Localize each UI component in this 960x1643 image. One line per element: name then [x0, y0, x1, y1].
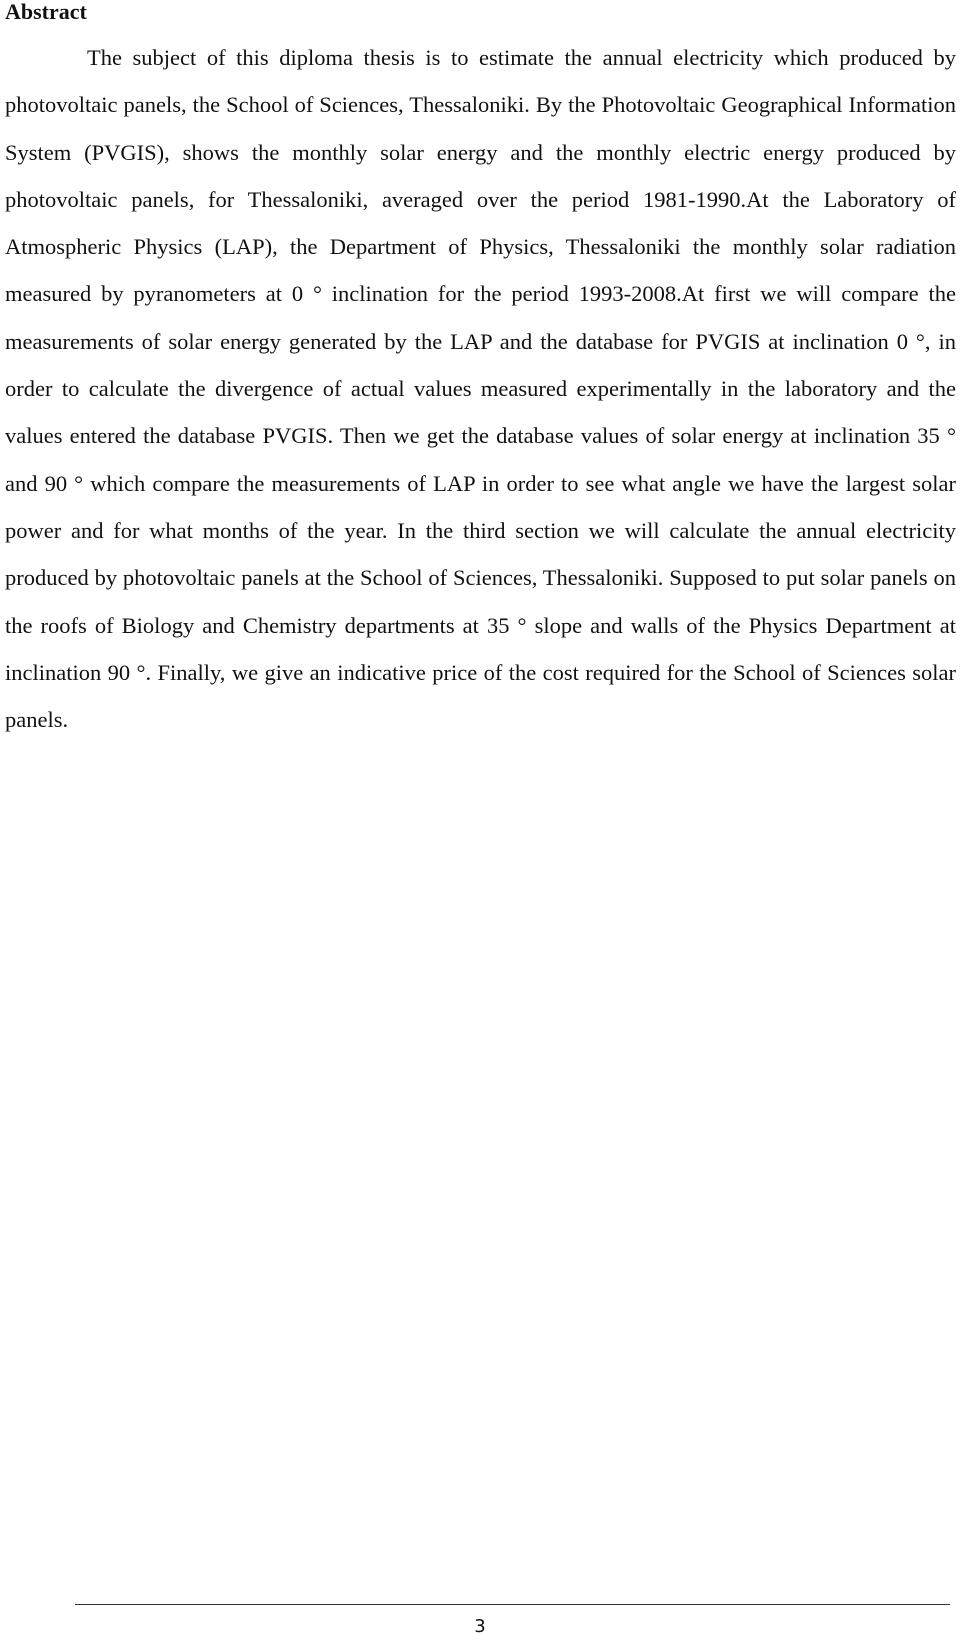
footer-divider	[75, 1604, 950, 1605]
abstract-heading: Abstract	[5, 0, 87, 24]
page-number: 3	[474, 1616, 486, 1637]
abstract-paragraph: The subject of this diploma thesis is to estimate the annual electricity which produced by photovoltaic panels, the School of Sciences, Thessaloniki. By the Photovoltaic Geographical Information System (PVGIS), shows the monthly solar energy and the monthly electric energy produced by photovoltaic panels, for Thessaloniki, averaged over the period 1981-1990.At the Laboratory of Atmospheric Physics (LAP), the Department of Physics, Thessaloniki the monthly solar radiation measured by pyranometers at 0 ° inclination for the period 1993-2008.At first we will compare the measurements of solar energy generated by the LAP and the database for PVGIS at inclination 0 °, in order to calculate the divergence of actual values measured experimentally in the laboratory and the values entered the database PVGIS. Then we get the database values of solar energy at inclination 35 ° and 90 ° which compare the measurements of LAP in order to see what angle we have the largest solar power and for what months of the year. In the third section we will calculate the annual electricity produced by photovoltaic panels at the School of Sciences, Thessaloniki. Supposed to put solar panels on the roofs of Biology and Chemistry departments at 35 ° slope and walls of the Physics Department at inclination 90 °. Finally, we give an indicative price of the cost required for the School of Sciences solar panels.	[5, 45, 956, 733]
